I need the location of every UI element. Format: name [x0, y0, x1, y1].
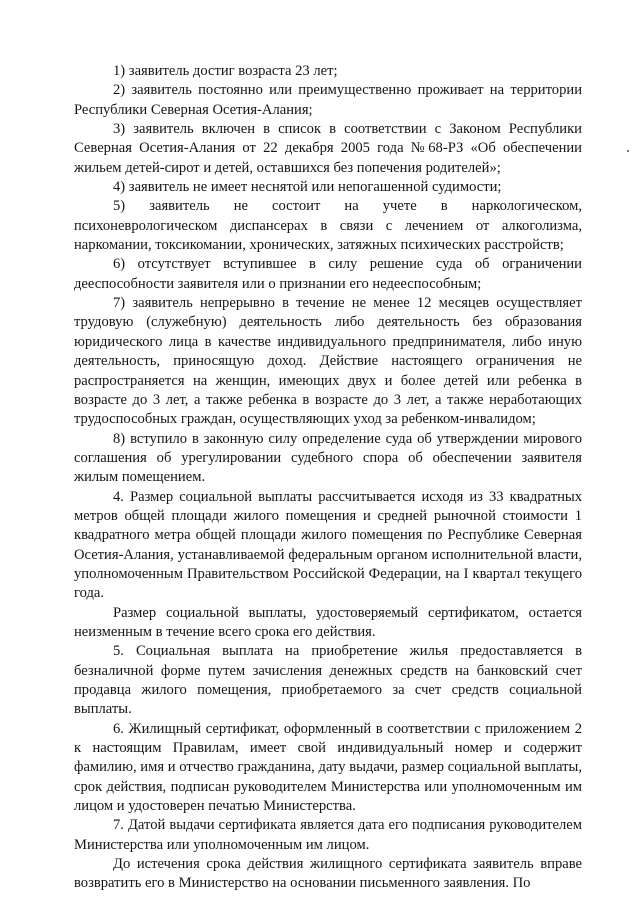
paragraph-section-7: 7. Датой выдачи сертификата является дата его подписания руководителем Министерства или уполномоченным им лицом.	[74, 817, 582, 853]
paragraph-return-certificate: До истечения срока действия жилищного сертификата заявитель вправе возвратить его в Министерство на основании письменного заявления. По	[74, 856, 582, 892]
paragraph-section-4: 4. Размер социальной выплаты рассчитывается исходя из 33 квадратных метров общей площади жилого помещения и средней рыночной стоимости 1 квадратного метра общей площади жилого помещения по Республике Северная Осетия-Алания, устанавливаемой федеральным органом исполнительной власти, уполномоченным Правительством Российской Федерации, на I квартал текущего года.	[74, 488, 582, 602]
paragraph-condition-5: 5) заявитель не состоит на учете в наркологическом, психоневрологическом диспансерах в связи с лечением от алкоголизма, наркомании, токсикомании, хронических, затяжных психических расстройств;	[74, 198, 582, 254]
paragraph-condition-7: 7) заявитель непрерывно в течение не менее 12 месяцев осуществляет трудовую (служебную) деятельность либо деятельность без образования юридического лица в качестве индивидуального предпринимателя, либо иную деятельность, приносящую доход. Действие настоящего ограничения не распространяется на женщин, имеющих двух и более детей или ребенка в возрасте до 3 лет, а также ребенка в возрасте до 3 лет, а также неработающих трудоспособных граждан, осуществляющих уход за ребенком-инвалидом;	[74, 295, 582, 428]
paragraph-section-5: 5. Социальная выплата на приобретение жилья предоставляется в безналичной форме путем зачисления денежных средств на банковский счет продавца жилого помещения, приобретаемого за счет средств социальной выплаты.	[74, 643, 582, 718]
paragraph-condition-1: 1) заявитель достиг возраста 23 лет;	[113, 63, 338, 79]
paragraph-condition-2: 2) заявитель постоянно или преимущественно проживает на территории Республики Северная Осетия-Алания;	[74, 82, 582, 118]
paragraph-condition-8: 8) вступило в законную силу определение суда об утверждении мирового соглашения об урегулировании судебного спора об обеспечении заявителя жилым помещением.	[74, 430, 582, 486]
paragraph-condition-3: 3) заявитель включен в список в соответствии с Законом Республики Северная Осетия-Алания от 22 декабря 2005 года №68-РЗ «Об обеспечении жильем детей-сирот и детей, оставшихся без попечения родителей»;	[74, 121, 582, 176]
paragraph-condition-4: 4) заявитель не имеет неснятой или непогашенной судимости;	[113, 179, 502, 196]
paragraph-payment-size: Размер социальной выплаты, удостоверяемый сертификатом, остается неизменным в течение всего срока его действия.	[74, 604, 582, 640]
paragraph-condition-6: 6) отсутствует вступившее в силу решение суда об ограничении дееспособности заявителя или о признании его недееспособным;	[74, 256, 582, 292]
scan-speck	[627, 150, 629, 152]
document-page	[74, 62, 582, 894]
paragraph-section-6: 6. Жилищный сертификат, оформленный в соответствии с приложением 2 к настоящим Правилам, имеет свой индивидуальный номер и содержит фамилию, имя и отчество гражданина, дату выдачи, размер социальной выплаты, срок действия, подписан руководителем Министерства или уполномоченным им лицом и удостоверен печатью Министерства.	[74, 720, 582, 815]
